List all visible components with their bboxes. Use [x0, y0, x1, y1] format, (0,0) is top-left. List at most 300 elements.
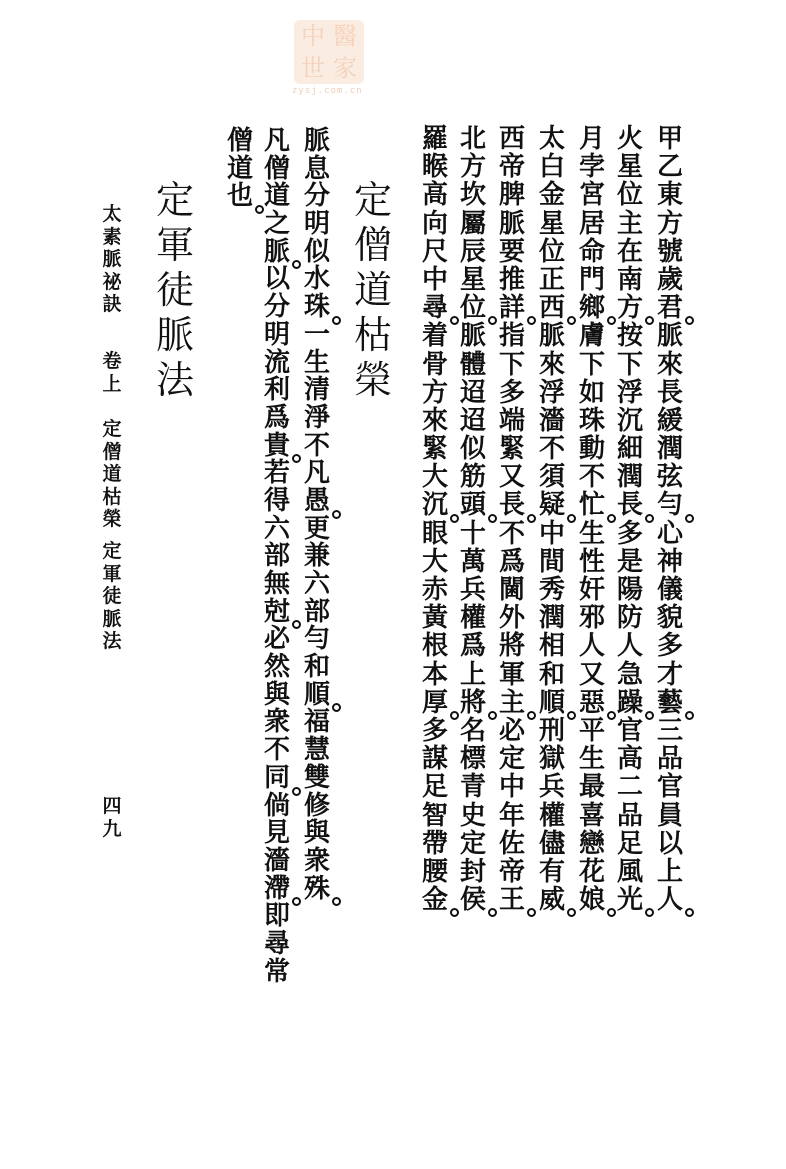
character: 品 [616, 800, 643, 831]
running-footer [101, 0, 123, 1169]
character: 方 [459, 152, 486, 183]
character: 弦 [656, 462, 683, 493]
character: 太 [102, 203, 122, 225]
character: 要 [498, 236, 525, 267]
character: 又 [578, 659, 605, 690]
character: 兵 [459, 575, 486, 605]
character: 帝 [498, 152, 525, 183]
character: 主 [616, 208, 643, 239]
character: 六 [263, 513, 290, 544]
character: 王 [498, 885, 525, 916]
character: 上 [102, 372, 122, 395]
footer-book-title [101, 203, 123, 316]
character: 定 [102, 540, 122, 562]
character: 同 [263, 762, 290, 793]
character: 浮 [538, 377, 565, 408]
character: 君 [656, 293, 683, 324]
character: 頭 [459, 490, 486, 521]
character: 二 [616, 772, 643, 803]
character: 藝 [656, 687, 683, 718]
character: 枯 [353, 313, 392, 357]
character: 生 [578, 518, 605, 549]
character: 道 [102, 463, 122, 485]
character: 帝 [498, 856, 525, 887]
character: 法 [102, 630, 122, 652]
character: 西 [498, 124, 525, 154]
character: 足 [421, 772, 448, 803]
character: 最 [578, 772, 605, 803]
verse-column-7 [420, 125, 450, 914]
character: 不 [578, 462, 605, 493]
character: 殊 [303, 873, 330, 904]
character: 六 [303, 569, 330, 599]
character: 有 [538, 856, 565, 887]
character: 不 [538, 434, 565, 465]
character: 不 [498, 518, 525, 549]
character: 主 [498, 687, 525, 718]
character: 員 [656, 800, 683, 831]
character: 門 [578, 264, 605, 295]
character: 下 [578, 349, 605, 380]
character: 萬 [459, 546, 486, 577]
character: 月 [578, 124, 605, 154]
character: 秀 [538, 575, 565, 605]
character: 也 [226, 181, 253, 212]
character: 智 [421, 800, 448, 831]
character: 將 [498, 631, 525, 662]
character: 脾 [498, 180, 525, 211]
character: 史 [459, 800, 486, 831]
character: 命 [578, 236, 605, 267]
character: 疑 [538, 490, 565, 521]
character: 中 [538, 518, 565, 549]
character: 以 [263, 264, 290, 295]
character: 是 [616, 546, 643, 577]
character: 尅 [263, 596, 290, 627]
character: 膚 [578, 321, 605, 352]
character: 順 [303, 679, 330, 710]
character: 兼 [303, 541, 330, 572]
character: 尋 [421, 293, 448, 324]
character: 侯 [459, 885, 486, 916]
character: 尋 [263, 928, 290, 959]
character: 青 [459, 772, 486, 803]
character: 珠 [578, 405, 605, 436]
character: 清 [303, 375, 330, 406]
character: 長 [616, 490, 643, 521]
character: 分 [303, 181, 330, 212]
character: 指 [498, 321, 525, 352]
character: 刑 [538, 715, 565, 746]
character: 僧 [226, 126, 253, 156]
character: 如 [578, 377, 605, 408]
character: 倘 [263, 790, 290, 821]
character: 位 [616, 180, 643, 211]
character: 北 [459, 124, 486, 154]
character: 方 [616, 293, 643, 324]
character: 三 [656, 715, 683, 746]
character: 羅 [421, 124, 448, 154]
character: 睺 [421, 152, 448, 183]
character: 十 [459, 518, 486, 549]
character: 本 [421, 659, 448, 690]
character: 來 [656, 349, 683, 380]
character: 順 [538, 687, 565, 718]
character: 脈 [459, 321, 486, 352]
character: 即 [263, 901, 290, 932]
character: 長 [498, 490, 525, 521]
character: 孛 [578, 152, 605, 183]
character: 貴 [263, 430, 290, 461]
character: 似 [459, 434, 486, 465]
character: 部 [303, 596, 330, 627]
character: 慧 [303, 735, 330, 766]
character: 道 [263, 181, 290, 212]
character: 西 [538, 293, 565, 324]
character: 須 [538, 462, 565, 493]
character: 陽 [616, 575, 643, 605]
character: 兵 [538, 772, 565, 803]
character: 常 [263, 956, 290, 987]
watermark-logo: 中 醫 世 家 [294, 20, 364, 84]
character: 勻 [303, 624, 330, 655]
character: 間 [538, 546, 565, 577]
character: 金 [538, 180, 565, 211]
character: 動 [578, 434, 605, 465]
character: 權 [459, 603, 486, 634]
character: 脈 [155, 313, 194, 357]
character: 不 [263, 735, 290, 766]
character: 九 [102, 817, 122, 840]
character: 忙 [578, 490, 605, 521]
character: 凡 [303, 458, 330, 489]
verse-column-3 [577, 125, 607, 914]
character: 若 [263, 458, 290, 489]
character: 平 [578, 715, 605, 746]
character: 星 [538, 208, 565, 239]
character: 軍 [155, 223, 194, 267]
character: 威 [538, 885, 565, 916]
character: 火 [616, 124, 643, 154]
character: 邪 [578, 603, 605, 634]
character: 位 [538, 236, 565, 267]
character: 卷 [102, 350, 122, 372]
character: 腰 [421, 856, 448, 887]
character: 封 [459, 856, 486, 887]
character: 更 [303, 513, 330, 544]
character: 黃 [421, 603, 448, 634]
character: 佐 [498, 828, 525, 859]
character: 迢 [459, 377, 486, 408]
character: 位 [459, 293, 486, 324]
character: 脈 [656, 321, 683, 352]
character: 白 [538, 152, 565, 183]
character: 在 [616, 236, 643, 267]
character: 向 [421, 208, 448, 239]
character: 凡 [263, 126, 290, 156]
character: 和 [303, 652, 330, 683]
character: 宮 [578, 180, 605, 211]
character: 珠 [303, 292, 330, 323]
character: 才 [656, 659, 683, 690]
character: 心 [656, 518, 683, 549]
character: 辰 [459, 236, 486, 267]
character: 東 [656, 180, 683, 211]
character: 神 [656, 546, 683, 577]
character: 閫 [498, 575, 525, 605]
character: 赤 [421, 575, 448, 605]
character: 上 [656, 856, 683, 887]
character: 道 [353, 268, 392, 312]
character: 按 [616, 321, 643, 352]
character: 勻 [656, 490, 683, 521]
character: 長 [656, 377, 683, 408]
character: 人 [656, 885, 683, 916]
character: 與 [303, 818, 330, 849]
character: 官 [616, 715, 643, 746]
character: 緩 [656, 405, 683, 436]
character: 光 [616, 885, 643, 916]
character: 衆 [303, 845, 330, 876]
character: 僧 [263, 153, 290, 184]
character: 僧 [102, 440, 122, 463]
character: 沉 [616, 405, 643, 436]
footer-section-b [101, 540, 123, 653]
character: 花 [578, 856, 605, 887]
character: 一 [303, 319, 330, 350]
character: 儀 [656, 575, 683, 605]
character: 坎 [459, 180, 486, 211]
character: 多 [656, 631, 683, 662]
character: 端 [498, 405, 525, 436]
character: 四 [102, 795, 122, 817]
character: 之 [263, 209, 290, 240]
character: 似 [303, 236, 330, 267]
section-heading-monks [351, 178, 395, 403]
character: 爲 [459, 631, 486, 662]
character: 骨 [421, 349, 448, 380]
character: 正 [538, 264, 565, 295]
character: 以 [656, 828, 683, 859]
character: 星 [459, 264, 486, 295]
character: 號 [656, 236, 683, 267]
character: 多 [616, 518, 643, 549]
character: 歲 [656, 264, 683, 295]
section1-prose-1 [262, 128, 292, 986]
character: 甲 [656, 124, 683, 154]
character: 上 [459, 659, 486, 690]
character: 將 [459, 687, 486, 718]
character: 緊 [421, 434, 448, 465]
character: 儘 [538, 828, 565, 859]
character: 徒 [155, 268, 194, 312]
character: 脈 [102, 248, 122, 270]
character: 浮 [616, 377, 643, 408]
character: 脈 [102, 607, 122, 630]
character: 厚 [421, 687, 448, 718]
character: 大 [421, 546, 448, 577]
character: 多 [421, 715, 448, 746]
character: 人 [578, 631, 605, 662]
character: 太 [538, 124, 565, 154]
character: 急 [616, 659, 643, 690]
character: 迢 [459, 405, 486, 436]
character: 性 [578, 546, 605, 577]
footer-section-a [101, 418, 123, 531]
section-heading-soldiers [153, 178, 197, 403]
character: 來 [421, 405, 448, 436]
character: 榮 [353, 358, 392, 402]
character: 素 [102, 225, 122, 248]
character: 定 [353, 178, 392, 222]
character: 道 [226, 153, 253, 184]
character: 潤 [656, 434, 683, 465]
character: 生 [303, 347, 330, 378]
character: 必 [263, 624, 290, 655]
character: 權 [538, 800, 565, 831]
section1-prose-2 [225, 128, 255, 211]
character: 推 [498, 264, 525, 295]
character: 無 [263, 569, 290, 599]
character: 南 [616, 264, 643, 295]
character: 修 [303, 790, 330, 821]
character: 與 [263, 679, 290, 710]
verse-column-4 [537, 125, 567, 914]
character: 訣 [102, 293, 122, 315]
character: 雙 [303, 762, 330, 793]
verse-column-2 [615, 125, 645, 914]
character: 下 [616, 349, 643, 380]
character: 躁 [616, 687, 643, 718]
character: 沉 [421, 490, 448, 521]
character: 定 [155, 178, 194, 222]
character: 部 [263, 541, 290, 572]
character: 法 [155, 358, 194, 402]
character: 生 [578, 744, 605, 775]
verse-column-6 [458, 125, 488, 914]
character: 尺 [421, 236, 448, 267]
character: 愚 [303, 485, 330, 516]
character: 星 [616, 152, 643, 183]
character: 居 [578, 208, 605, 239]
character: 定 [459, 828, 486, 859]
character: 脈 [263, 236, 290, 267]
character: 不 [303, 430, 330, 461]
section1-verse [302, 128, 332, 903]
character: 利 [263, 375, 290, 406]
character: 鄉 [578, 293, 605, 324]
verse-column-1 [655, 125, 685, 914]
character: 奸 [578, 575, 605, 605]
character: 詳 [498, 293, 525, 324]
character: 惡 [578, 687, 605, 718]
character: 戀 [578, 828, 605, 859]
verse-column-5 [497, 125, 527, 914]
character: 高 [616, 744, 643, 775]
character: 中 [421, 264, 448, 295]
character: 娘 [578, 885, 605, 916]
character: 高 [421, 180, 448, 211]
character: 息 [303, 153, 330, 184]
character: 軍 [102, 562, 122, 585]
character: 標 [459, 744, 486, 775]
character: 人 [616, 631, 643, 662]
character: 防 [616, 603, 643, 634]
character: 體 [459, 349, 486, 380]
character: 枯 [102, 485, 122, 508]
character: 筋 [459, 462, 486, 493]
character: 福 [303, 707, 330, 738]
character: 爲 [498, 546, 525, 577]
character: 潤 [616, 462, 643, 493]
character: 乙 [656, 152, 683, 183]
character: 外 [498, 603, 525, 634]
character: 和 [538, 659, 565, 690]
character: 大 [421, 462, 448, 493]
character: 眼 [421, 518, 448, 549]
character: 脈 [498, 208, 525, 239]
character: 來 [538, 349, 565, 380]
character: 相 [538, 631, 565, 662]
character: 貌 [656, 603, 683, 634]
character: 見 [263, 818, 290, 849]
character: 品 [656, 744, 683, 775]
character: 官 [656, 772, 683, 803]
character: 名 [459, 715, 486, 746]
character: 風 [616, 856, 643, 887]
character: 分 [263, 292, 290, 323]
character: 足 [616, 828, 643, 859]
character: 獄 [538, 744, 565, 775]
character: 又 [498, 462, 525, 493]
character: 濇 [263, 845, 290, 876]
character: 下 [498, 349, 525, 380]
character: 衆 [263, 707, 290, 738]
character: 僧 [353, 223, 392, 267]
character: 屬 [459, 208, 486, 239]
character: 徒 [102, 585, 122, 607]
character: 明 [263, 319, 290, 350]
character: 方 [421, 377, 448, 408]
character: 脈 [303, 126, 330, 156]
character: 得 [263, 485, 290, 516]
character: 方 [656, 208, 683, 239]
character: 軍 [498, 659, 525, 690]
character: 潤 [538, 603, 565, 634]
character: 淨 [303, 402, 330, 433]
character: 榮 [102, 508, 122, 530]
character: 中 [498, 772, 525, 803]
character: 爲 [263, 402, 290, 433]
character: 濇 [538, 405, 565, 436]
character: 滯 [263, 873, 290, 904]
character: 然 [263, 652, 290, 683]
character: 帶 [421, 828, 448, 859]
character: 着 [421, 321, 448, 352]
character: 定 [102, 418, 122, 440]
character: 年 [498, 800, 525, 831]
character: 喜 [578, 800, 605, 831]
character: 流 [263, 347, 290, 378]
watermark-url: zysj.com.cn [292, 86, 363, 96]
character: 明 [303, 209, 330, 240]
character: 必 [498, 715, 525, 746]
character: 脈 [538, 321, 565, 352]
footer-volume [101, 350, 123, 395]
character: 謀 [421, 744, 448, 775]
page-number [101, 795, 123, 840]
character: 多 [498, 377, 525, 408]
